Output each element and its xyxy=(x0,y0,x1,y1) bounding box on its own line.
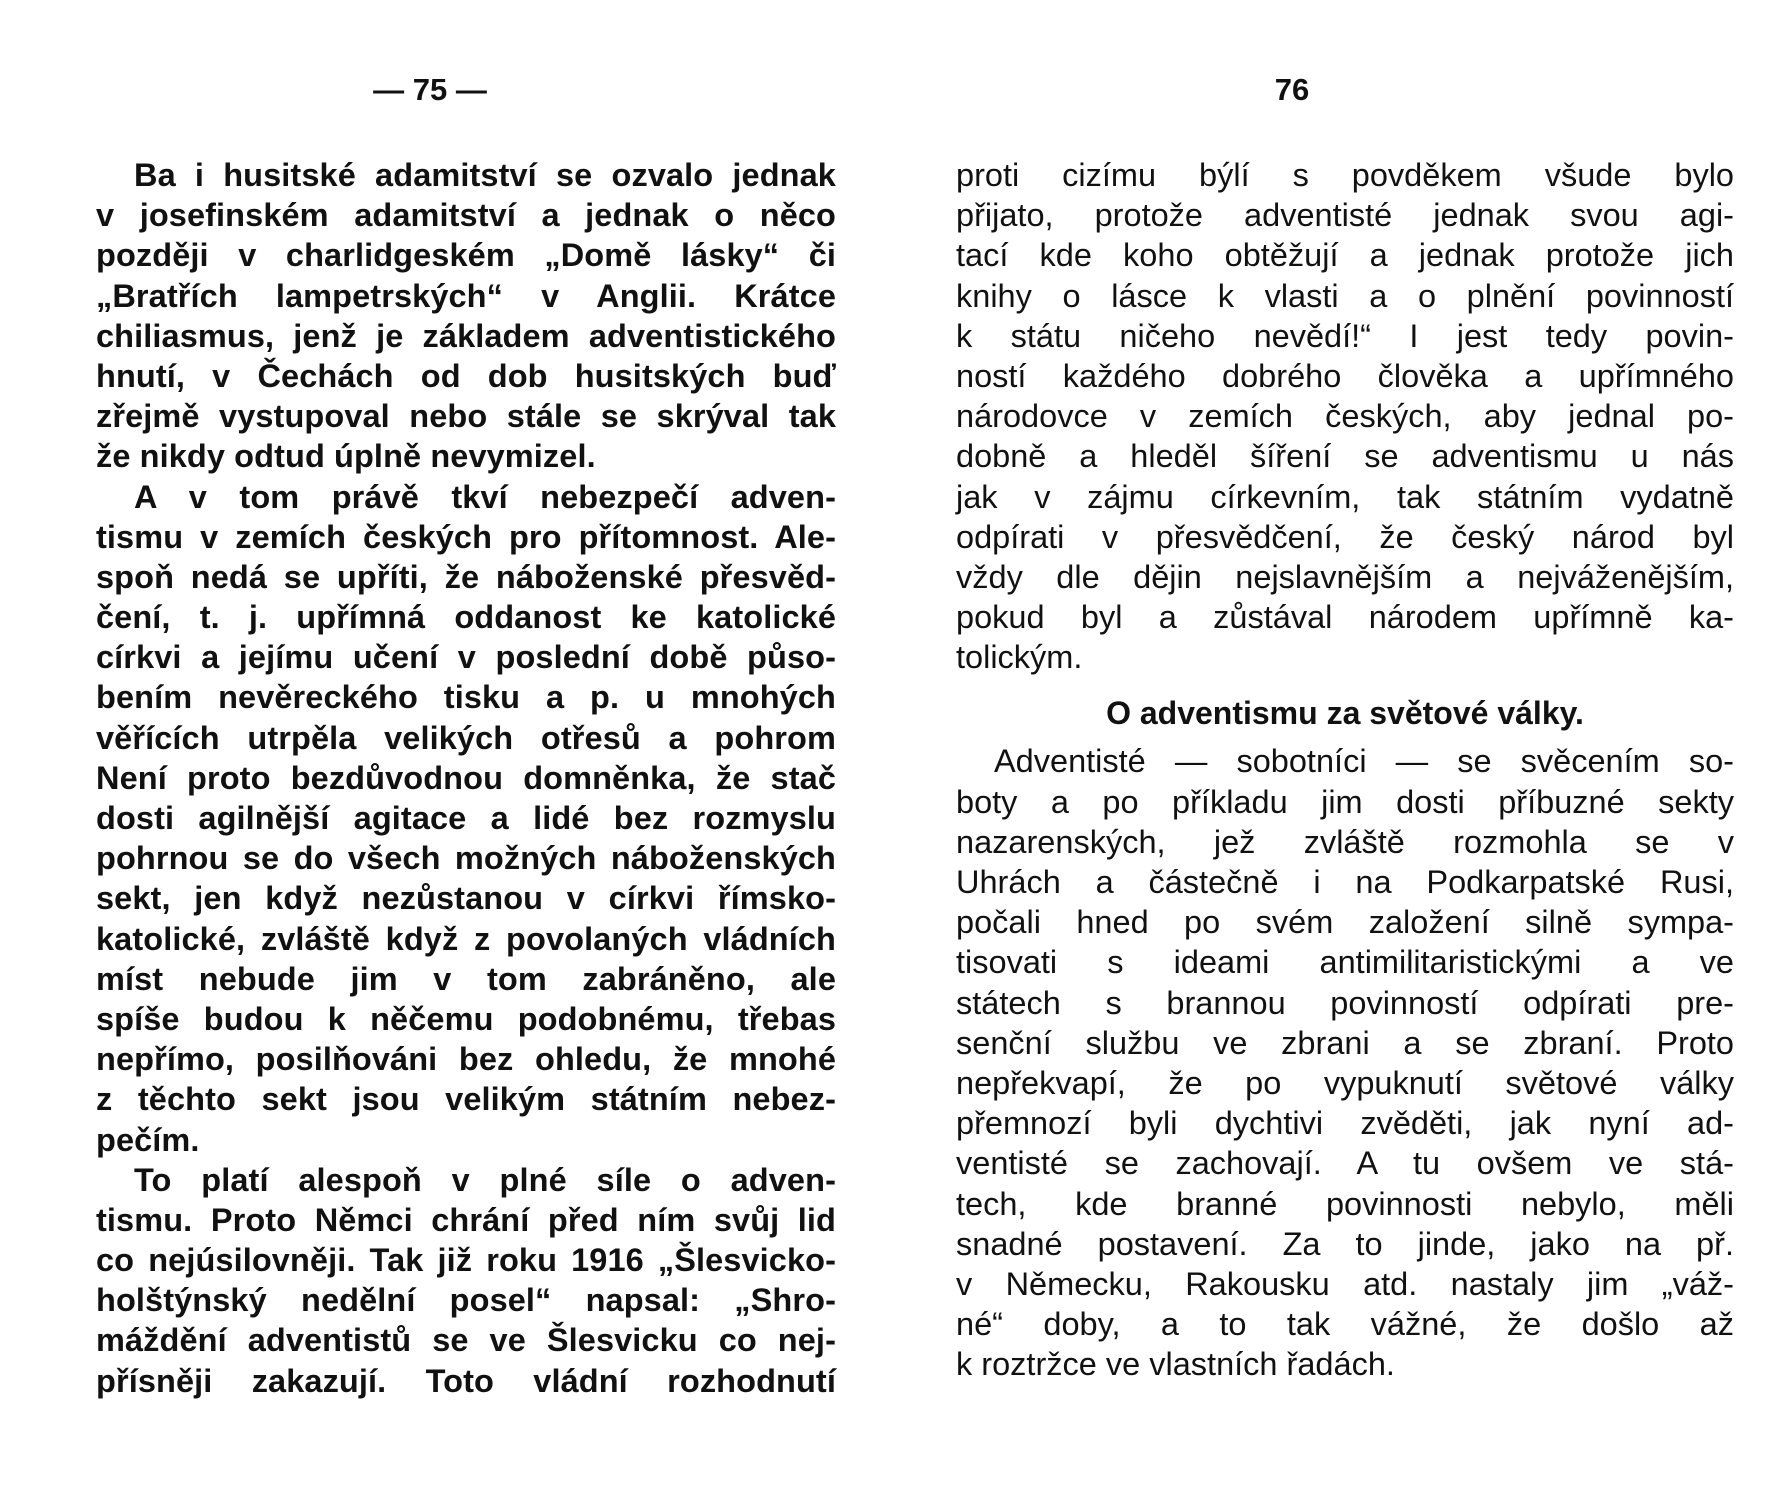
text-line: k roztržce ve vlastních řadách. xyxy=(956,1346,1395,1383)
text-line: církvi a jejímu učení v poslední době půso- xyxy=(96,639,836,676)
text-line: spoň nedá se upříti, že náboženské přesvěd- xyxy=(96,558,836,595)
text-line: že nikdy odtud úplně nevymizel. xyxy=(96,438,596,475)
text-line: dobně a hleděl šíření se adventismu u nás xyxy=(956,438,1734,475)
text-line: vždy dle dějin nejslavnějším a nejváženějším, xyxy=(956,558,1734,595)
text-line: věřících utrpěla velikých otřesů a pohrom xyxy=(96,719,836,756)
text-line: přemnozí byli dychtivi zvěděti, jak nyní ad- xyxy=(956,1105,1734,1142)
right-paragraph-before-heading xyxy=(956,155,1734,677)
text-line: tech, kde branné povinnosti nebylo, měli xyxy=(956,1185,1734,1222)
text-line: národovce v zemích českých, aby jednal po- xyxy=(956,398,1734,435)
text-line: přijato, protože adventisté jednak svou agi- xyxy=(956,197,1734,234)
text-line: „Bratřích lampetrských“ v Anglii. Krátce xyxy=(96,277,836,314)
text-line: pečím. xyxy=(96,1121,200,1158)
page-number-left: — 75 — xyxy=(373,72,487,107)
text-line: tolickým. xyxy=(956,639,1083,676)
text-line: míst nebude jim v tom zabráněno, ale xyxy=(96,960,836,997)
text-line: nepřímo, posilňováni bez ohledu, že mnohé xyxy=(96,1041,836,1078)
text-line: nazarenských, jež zvláště rozmohla se v xyxy=(956,823,1734,860)
right-page-text xyxy=(956,155,1734,1384)
text-line: později v charlidgeském „Domě lásky“ či xyxy=(96,237,836,274)
text-line: katolické, zvláště když z povolaných vládních xyxy=(96,920,836,957)
page-number-right: 76 xyxy=(1274,72,1310,107)
text-line: jak v zájmu církevním, tak státním vydatně xyxy=(956,478,1734,515)
text-line: Adventisté — sobotníci — se svěcením so- xyxy=(994,743,1734,780)
text-line: bením nevěreckého tisku a p. u mnohých xyxy=(96,679,836,716)
text-line: odpírati v přesvědčení, že český národ byl xyxy=(956,518,1734,555)
text-line: státech s brannou povinností odpírati pre- xyxy=(956,984,1734,1021)
text-line: ventisté se zachovají. A tu ovšem ve stá- xyxy=(956,1145,1734,1182)
text-line: sekt, jen když nezůstanou v církvi římsko- xyxy=(96,880,836,917)
text-line: tismu. Proto Němci chrání před ním svůj lid xyxy=(96,1201,836,1238)
text-line: A v tom právě tkví nebezpečí adven- xyxy=(134,478,836,515)
text-line: chiliasmus, jenž je základem adventistického xyxy=(96,317,836,354)
text-line: boty a po příkladu jim dosti příbuzné sekty xyxy=(956,783,1734,820)
text-line: snadné postavení. Za to jinde, jako na př. xyxy=(956,1225,1734,1262)
right-paragraph-after-heading xyxy=(956,741,1734,1384)
text-line: v josefinském adamitství a jednak o něco xyxy=(96,197,836,234)
text-line: nepřekvapí, že po vypuknutí světové války xyxy=(956,1064,1734,1101)
left-page-text xyxy=(96,155,836,1401)
text-line: knihy o lásce k vlasti a o plnění povinností xyxy=(956,277,1734,314)
text-line: né“ doby, a to tak vážné, že došlo až xyxy=(956,1306,1734,1343)
text-line: z těchto sekt jsou velikým státním nebez- xyxy=(96,1081,836,1118)
text-line: co nejúsilovněji. Tak již roku 1916 „Šlesvicko- xyxy=(96,1242,836,1279)
text-line: tismu v zemích českých pro přítomnost. Ale- xyxy=(96,518,836,555)
text-line: čení, t. j. upřímná oddanost ke katolické xyxy=(96,599,836,636)
text-line: pohrnou se do všech možných náboženských xyxy=(96,840,836,877)
text-line: počali hned po svém založení silně sympa- xyxy=(956,904,1734,941)
text-line: holštýnský nedělní posel“ napsal: „Shro- xyxy=(96,1282,836,1319)
section-heading: O adventismu za světové války. xyxy=(1106,695,1584,732)
text-line: přísněji zakazují. Toto vládní rozhodnutí xyxy=(96,1362,836,1399)
text-line: máždění adventistů se ve Šlesvicku co nej- xyxy=(96,1322,836,1359)
text-line: Není proto bezdůvodnou domněnka, že stač xyxy=(96,759,836,796)
text-line: To platí alespoň v plné síle o adven- xyxy=(134,1161,836,1198)
text-line: tisovati s ideami antimilitaristickými a ve xyxy=(956,944,1734,981)
text-line: senční službu ve zbrani a se zbraní. Proto xyxy=(956,1024,1734,1061)
text-line: v Německu, Rakousku atd. nastaly jim „váž- xyxy=(956,1265,1734,1302)
text-line: Ba i husitské adamitství se ozvalo jednak xyxy=(134,157,836,193)
text-line: pokud byl a zůstával národem upřímně ka- xyxy=(956,599,1734,636)
text-line: zřejmě vystupoval nebo stále se skrýval tak xyxy=(96,398,836,435)
text-line: tací kde koho obtěžují a jednak protože jich xyxy=(956,237,1734,274)
text-line: proti cizímu býlí s povděkem všude bylo xyxy=(956,157,1734,193)
text-line: spíše budou k něčemu podobnému, třebas xyxy=(96,1000,836,1037)
text-line: Uhrách a částečně i na Podkarpatské Rusi, xyxy=(956,864,1734,900)
text-line: k státu ničeho nevědí!“ I jest tedy povin- xyxy=(956,317,1734,354)
text-line: ností každého dobrého člověka a upřímného xyxy=(956,357,1734,394)
text-line: hnutí, v Čechách od dob husitských buď xyxy=(96,357,836,394)
text-line: dosti agilnější agitace a lidé bez rozmyslu xyxy=(96,800,836,836)
right-page xyxy=(892,0,1784,1500)
